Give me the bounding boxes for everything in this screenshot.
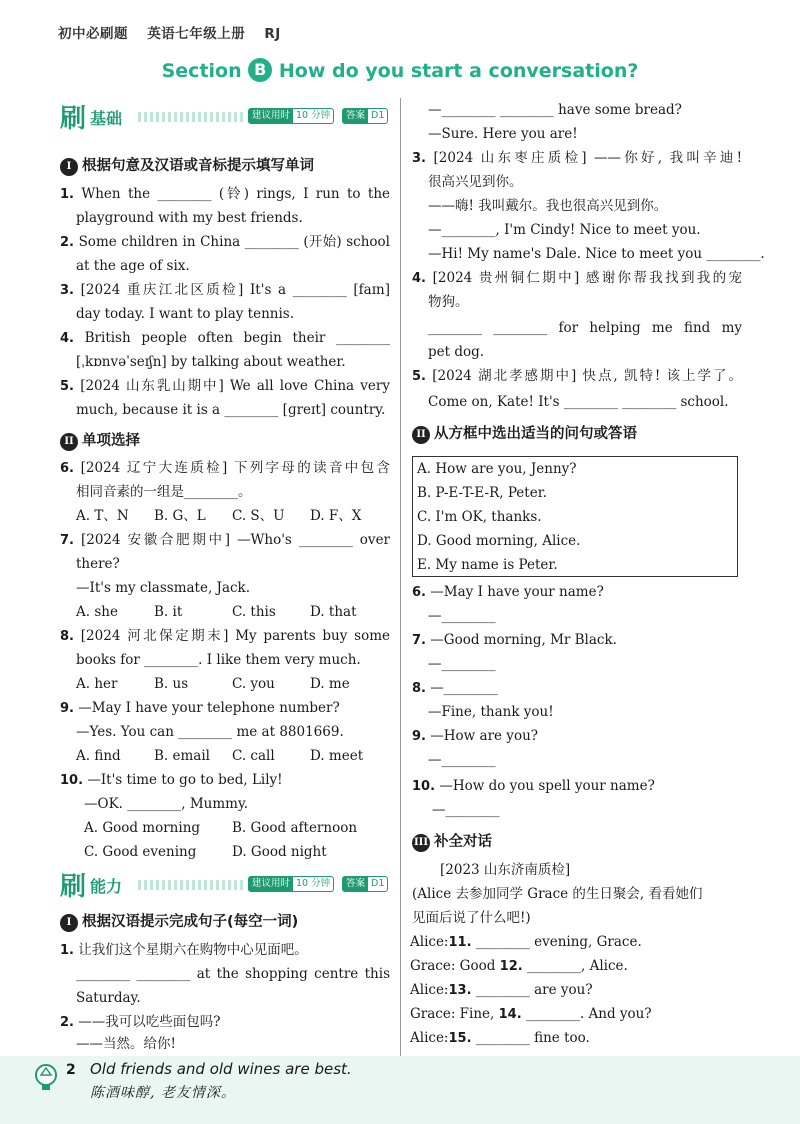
- option: C. Good evening: [84, 844, 197, 860]
- question-line: 很高兴见到你。: [428, 174, 523, 190]
- option: B. us: [154, 676, 189, 692]
- question-line: ——嗨! 我叫戴尔。我也很高兴见到你。: [428, 198, 668, 214]
- question-line: 3. [2024 重庆江北区质检] It's a ________ [faɪn]: [60, 282, 390, 298]
- basic-banner: [60, 98, 390, 132]
- question-line: at the age of six.: [76, 258, 190, 274]
- dialogue-line: Grace: Good 12. ________, Alice.: [410, 958, 628, 974]
- option: A. her: [76, 676, 118, 692]
- answer-blank: —________: [428, 656, 496, 672]
- column-divider: [400, 98, 401, 1056]
- dialogue-line: Alice:13. ________ are you?: [410, 982, 593, 998]
- dialogue-line: Alice:15. ________ fine too.: [410, 1030, 590, 1046]
- question-line: 6. —May I have your name?: [412, 584, 604, 600]
- question-line: Come on, Kate! It's ________ ________ school.: [428, 394, 729, 410]
- question-line: 1. 让我们这个星期六在购物中心见面吧。: [60, 942, 308, 958]
- question-line: —________, I'm Cindy! Nice to meet you.: [428, 222, 701, 238]
- dialogue-intro: 见面后说了什么吧!): [412, 910, 531, 926]
- option: C. you: [232, 676, 275, 692]
- options-box: [412, 456, 738, 577]
- question-line: 物狗。: [428, 294, 469, 310]
- proverb-english: Old friends and old wines are best.: [90, 1060, 352, 1078]
- question-line: 10. —How do you spell your name?: [412, 778, 655, 794]
- question-line: there?: [76, 556, 120, 572]
- question-line: 8. [2024 河北保定期末] My parents buy some: [60, 628, 390, 644]
- question-line: 9. —May I have your telephone number?: [60, 700, 340, 716]
- option: D. meet: [310, 748, 364, 764]
- option: D. me: [310, 676, 350, 692]
- answer-blank: —________: [428, 608, 496, 624]
- source-tag: [2023 山东济南质检]: [440, 862, 571, 878]
- dialogue-intro: (Alice 去参加同学 Grace 的生日聚会, 看看她们: [412, 886, 703, 902]
- proverb-chinese: 陈酒味醇, 老友情深。: [90, 1085, 236, 1101]
- answer-page-tag: 答案 D1: [342, 876, 388, 892]
- answer-blank: —________: [428, 752, 496, 768]
- answer-blank: —________: [432, 802, 500, 818]
- section-title-text: How do you start a conversation?: [278, 60, 639, 82]
- question-line: ________ ________ for helping me find my: [428, 320, 742, 336]
- question-line: 5. [2024 湖北孝感期中] 快点, 凯特! 该上学了。: [412, 368, 742, 384]
- answer-page-tag: 答案 D1: [342, 108, 388, 124]
- page-number: 2: [66, 1062, 76, 1078]
- dialogue-line: Alice:11. ________ evening, Grace.: [410, 934, 642, 950]
- question-line: 8. —________: [412, 680, 498, 696]
- question-line: ——当然。给你!: [76, 1036, 176, 1052]
- part-heading: II 从方框中选出适当的问句或答语: [412, 422, 637, 444]
- question-line: day today. I want to play tennis.: [76, 306, 295, 322]
- option: B. Good afternoon: [232, 820, 358, 836]
- box-option: A. How are you, Jenny?: [417, 461, 577, 477]
- option: D. that: [310, 604, 357, 620]
- box-option: B. P-E-T-E-R, Peter.: [417, 485, 547, 501]
- banner-level: 能力: [90, 877, 123, 896]
- option: C. this: [232, 604, 276, 620]
- dialogue-line: Grace: Fine, 14. ________. And you?: [410, 1006, 652, 1022]
- question-line: 7. [2024 安徽合肥期中] —Who's ________ over: [60, 532, 391, 548]
- question-line: books for ________. I like them very much.: [76, 652, 361, 668]
- running-header: [58, 22, 295, 42]
- question-line: —Fine, thank you!: [428, 704, 554, 720]
- option: A. she: [76, 604, 118, 620]
- suggested-time-tag: 建议用时 10 分钟: [248, 876, 334, 892]
- question-line: pet dog.: [428, 344, 485, 360]
- option: C. S、U: [232, 508, 285, 524]
- subject-name: 英语七年级上册: [147, 26, 246, 42]
- question-line: —Hi! My name's Dale. Nice to meet you ________.: [428, 246, 765, 262]
- ability-banner: [60, 866, 390, 900]
- question-line: —It's my classmate, Jack.: [76, 580, 251, 596]
- part-heading: I 根据汉语提示完成句子(每空一词): [60, 910, 298, 932]
- banner-big-char: 刷: [60, 872, 87, 902]
- question-line: Saturday.: [76, 990, 141, 1006]
- section-letter-badge: B: [248, 58, 272, 82]
- option: B. email: [154, 748, 210, 764]
- question-line: —________ ________ have some bread?: [428, 102, 682, 118]
- part-heading: I 根据句意及汉语或音标提示填写单词: [60, 154, 314, 176]
- option: A. T、N: [76, 508, 129, 524]
- option: B. it: [154, 604, 183, 620]
- option: C. call: [232, 748, 275, 764]
- banner-stripe: [138, 880, 243, 890]
- question-line: 相同音素的一组是________。: [76, 484, 252, 500]
- question-line: —Sure. Here you are!: [428, 126, 578, 142]
- box-option: E. My name is Peter.: [417, 557, 558, 573]
- option: D. Good night: [232, 844, 327, 860]
- question-line: 2. ——我可以吃些面包吗?: [60, 1014, 221, 1030]
- part-heading: II 单项选择: [60, 429, 140, 451]
- question-line: 5. [2024 山东乳山期中] We all love China very: [60, 378, 390, 394]
- question-line: —OK. ________, Mummy.: [84, 796, 249, 812]
- banner-stripe: [138, 112, 243, 122]
- question-line: 7. —Good morning, Mr Black.: [412, 632, 617, 648]
- question-line: —Yes. You can ________ me at 8801669.: [76, 724, 344, 740]
- question-line: [ˌkɒnvəˈseɪʃn] by talking about weather.: [76, 354, 346, 370]
- box-option: D. Good morning, Alice.: [417, 533, 581, 549]
- question-line: 10. —It's time to go to bed, Lily!: [60, 772, 283, 788]
- edition-label: RJ: [264, 26, 281, 42]
- section-prefix: Section: [161, 60, 242, 82]
- suggested-time-tag: 建议用时 10 分钟: [248, 108, 334, 124]
- banner-big-char: 刷: [60, 104, 87, 134]
- question-line: 9. —How are you?: [412, 728, 538, 744]
- question-line: 3. [2024 山东枣庄质检] ——你好, 我叫辛迪!: [412, 150, 742, 166]
- question-line: playground with my best friends.: [76, 210, 303, 226]
- question-line: ________ ________ at the shopping centre this: [76, 966, 390, 982]
- book-name: 初中必刷题: [58, 26, 128, 42]
- question-line: 2. Some children in China ________ (开始) school: [60, 234, 390, 250]
- question-line: 6. [2024 辽宁大连质检] 下列字母的读音中包含: [60, 460, 390, 476]
- question-line: 4. British people often begin their ________: [60, 330, 390, 346]
- section-title: [0, 58, 800, 82]
- lightbulb-icon: [26, 1062, 66, 1094]
- question-line: 1. When the ________ (铃) rings, I run to the: [60, 186, 391, 202]
- option: D. F、X: [310, 508, 362, 524]
- question-line: 4. [2024 贵州铜仁期中] 感谢你帮我找到我的宠: [412, 270, 742, 286]
- question-line: much, because it is a ________ [ɡreɪt] country.: [76, 402, 386, 418]
- part-heading: III 补全对话: [413, 834, 492, 850]
- page-footer: [0, 1056, 800, 1124]
- option: A. find: [76, 748, 121, 764]
- option: A. Good morning: [84, 820, 201, 836]
- box-option: C. I'm OK, thanks.: [417, 509, 542, 525]
- banner-level: 基础: [90, 109, 123, 128]
- option: B. G、L: [154, 508, 206, 524]
